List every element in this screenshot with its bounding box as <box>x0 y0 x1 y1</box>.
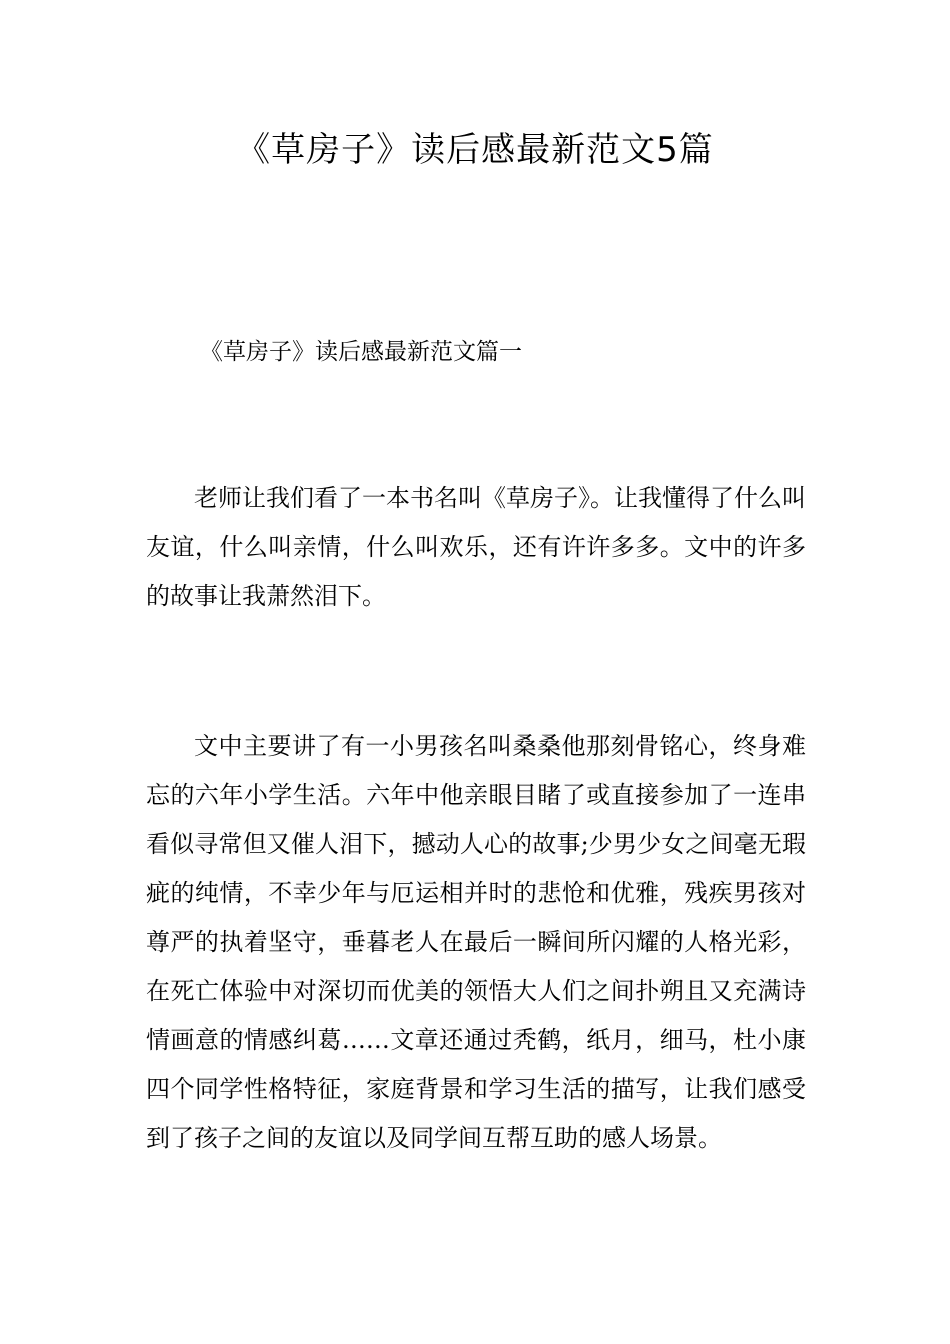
section-heading: 《草房子》读后感最新范文篇一 <box>200 339 522 365</box>
document-title: 《草房子》读后感最新范文5篇 <box>236 130 714 170</box>
paragraph: 文中主要讲了有一小男孩名叫桑桑他那刻骨铭心，终身难忘的六年小学生活。六年中他亲眼目睹了或直接参加了一连串看似寻常但又催人泪下，撼动人心的故事;少男少女之间毫无瑕疵的纯情，不幸少年与厄运相并时的悲怆和优雅，残疾男孩对尊严的执着坚守，垂暮老人在最后一瞬间所闪耀的人格光彩，在死亡体验中对深切而优美的领悟大人们之间扑朔且又充满诗情画意的情感纠葛……文章还通过秃鹤，纸月，细马，杜小康四个同学性格特征，家庭背景和学习生活的描写，让我们感受到了孩子之间的友谊以及同学间互帮互助的感人场景。 <box>146 732 806 1152</box>
paragraph: 老师让我们看了一本书名叫《草房子》。让我懂得了什么叫友谊，什么叫亲情，什么叫欢乐，还有许许多多。文中的许多的故事让我萧然泪下。 <box>146 484 806 610</box>
